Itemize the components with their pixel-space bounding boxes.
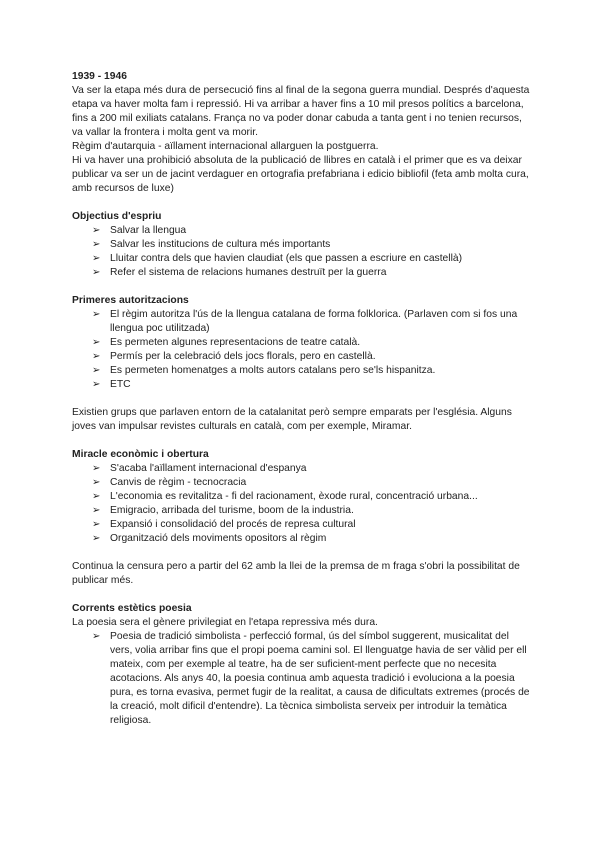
arrow-bullet-icon: ➢ xyxy=(92,519,101,530)
arrow-bullet-icon: ➢ xyxy=(92,351,101,362)
section4-after-paragraph: Continua la censura pero a partir del 62 amb la llei de la premsa de m fraga s'obri la possibilitat de publicar més. xyxy=(72,561,520,586)
list-item: ➢ Permís per la celebració dels jocs florals, pero en castellà. xyxy=(92,351,376,362)
list-item: ➢ Canvis de règim - tecnocracia xyxy=(92,477,247,488)
list-item: ➢ Salvar la llengua xyxy=(92,225,187,236)
arrow-bullet-icon: ➢ xyxy=(92,267,101,278)
arrow-bullet-icon: ➢ xyxy=(92,239,101,250)
arrow-bullet-icon: ➢ xyxy=(92,477,101,488)
section3-after-paragraph: Existien grups que parlaven entorn de la catalanitat però sempre emparats per l'església. Alguns joves van impulsar revistes culturals en català, com per exemple, Miramar. xyxy=(72,407,512,432)
arrow-bullet-icon: ➢ xyxy=(92,225,101,236)
list-item: ➢ Salvar les institucions de cultura més importants xyxy=(92,239,331,250)
autoritzacions-list xyxy=(72,308,532,392)
arrow-bullet-icon: ➢ xyxy=(92,337,101,348)
list-item: ➢ Emigracio, arribada del turisme, boom de la industria. xyxy=(92,505,354,516)
arrow-bullet-icon: ➢ xyxy=(92,463,101,474)
section5-intro: La poesia sera el gènere privilegiat en l'etapa repressiva més dura. xyxy=(72,617,378,628)
arrow-bullet-icon: ➢ xyxy=(92,365,101,376)
arrow-bullet-icon: ➢ xyxy=(92,491,101,502)
section1-paragraph-1: Va ser la etapa més dura de persecució fins al final de la segona guerra mundial. Després d'aquesta etapa va haver molta fam i repressió. Hi va arribar a haver fins a 10 mil presos polítics a barcelona, fins a 200 mil exiliats catalans. França no va poder donar cabuda a tanta gent i no tenien recursos, va vallar la frontera i molta gent va morir. xyxy=(72,85,530,138)
miracle-list xyxy=(72,462,532,546)
section-corrents-title: Corrents estètics poesia xyxy=(72,603,192,614)
arrow-bullet-icon: ➢ xyxy=(92,505,101,516)
document-page xyxy=(72,70,532,728)
list-item: ➢ Organització dels moviments opositors al règim xyxy=(92,533,327,544)
list-item: ➢ Lluitar contra dels que havien claudiat (els que passen a escriure en castellà) xyxy=(92,253,463,264)
arrow-bullet-icon: ➢ xyxy=(92,631,101,642)
list-item: ➢ Es permeten algunes representacions de teatre català. xyxy=(92,337,361,348)
list-item: ➢ ETC xyxy=(92,379,131,390)
arrow-bullet-icon: ➢ xyxy=(92,309,101,320)
arrow-bullet-icon: ➢ xyxy=(92,253,101,264)
list-item: ➢ Refer el sistema de relacions humanes destruït per la guerra xyxy=(92,267,387,278)
section-autoritzacions-title: Primeres autoritzacions xyxy=(72,295,189,306)
list-item: ➢ Es permeten homenatges a molts autors catalans pero se'ls hispanitza. xyxy=(92,365,436,376)
section-objectius-title: Objectius d'espriu xyxy=(72,211,162,222)
list-item: ➢ Poesia de tradició simbolista - perfecció formal, ús del símbol suggerent, musicalitat del vers, volia arribar fins que el propi poema camini sol. El llenguatge havia de ser vàlid per ell mateix, com per exemple al teatre, ha de ser suficient-ment perfecte que no necesita acotacions. Als anys 40, la poesia continua amb aquesta tradició i evoluciona a la poesia pura, es torna evasiva, permet fugir de la realitat, a causa de dificultats extremes (procés de la creació, molt dificil d'entendre). La tècnica simbolista serveix per introduir la temàtica religiosa. xyxy=(92,631,530,726)
arrow-bullet-icon: ➢ xyxy=(92,533,101,544)
list-item: ➢ Expansió i consolidació del procés de represa cultural xyxy=(92,519,356,530)
section1-paragraph-3: Hi va haver una prohibició absoluta de la publicació de llibres en català i el primer que es va deixar publicar va ser un de jacint verdaguer en ortografia prefabriana i edicio bibliofil (feta amb molta cura, amb recursos de luxe) xyxy=(72,155,529,194)
section1-paragraph-2: Règim d'autarquia - aïllament internacional allarguen la postguerra. xyxy=(72,141,379,152)
section-1939-1946-title: 1939 - 1946 xyxy=(72,71,127,82)
arrow-bullet-icon: ➢ xyxy=(92,379,101,390)
list-item: ➢ El règim autoritza l'ús de la llengua catalana de forma folklorica. (Parlaven com si fos una llengua poc utilitzada) xyxy=(92,309,518,334)
list-item: ➢ S'acaba l'aïllament internacional d'espanya xyxy=(92,463,307,474)
objectius-list xyxy=(72,224,532,280)
list-item: ➢ L'economia es revitalitza - fi del racionament, èxode rural, concentració urbana... xyxy=(92,491,478,502)
corrents-list xyxy=(72,630,532,728)
section-miracle-title: Miracle econòmic i obertura xyxy=(72,449,209,460)
